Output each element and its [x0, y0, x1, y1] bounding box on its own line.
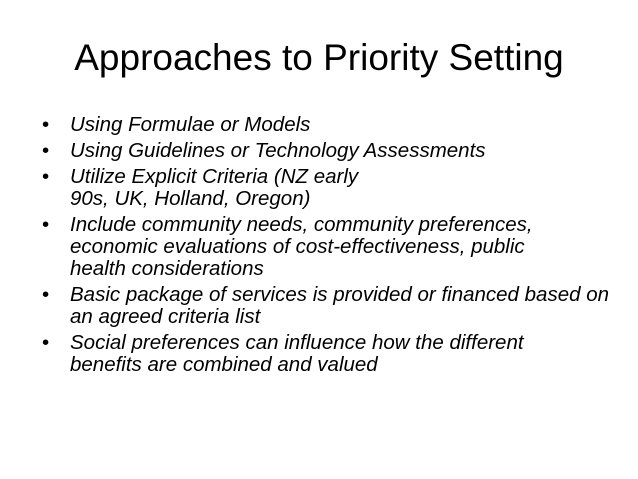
bullet-item	[42, 114, 612, 136]
bullet-item	[42, 140, 612, 162]
bullet-item	[42, 214, 560, 280]
bullet-text: Include community needs, community preferences, economic evaluations of cost-effectiveness, public health considerations	[70, 213, 533, 280]
bullet-marker: •	[42, 283, 50, 306]
slide-title: Approaches to Priority Setting	[74, 37, 564, 78]
bullet-item	[42, 284, 630, 328]
bullet-item	[42, 166, 370, 210]
bullet-text: Using Formulae or Models	[70, 113, 311, 136]
bullet-text: Using Guidelines or Technology Assessments	[70, 139, 486, 162]
bullet-list	[42, 114, 612, 380]
bullet-marker: •	[42, 331, 50, 354]
bullet-text: Social preferences can influence how the different benefits are combined and valued	[70, 331, 524, 376]
bullet-marker: •	[42, 139, 50, 162]
bullet-text: Basic package of services is provided or financed based on an agreed criteria list	[70, 283, 610, 328]
bullet-marker: •	[42, 213, 50, 236]
bullet-item	[42, 332, 570, 376]
bullet-text: Utilize Explicit Criteria (NZ early 90s, UK, Holland, Oregon)	[70, 165, 359, 210]
bullet-marker: •	[42, 165, 50, 188]
bullet-marker: •	[42, 113, 50, 136]
